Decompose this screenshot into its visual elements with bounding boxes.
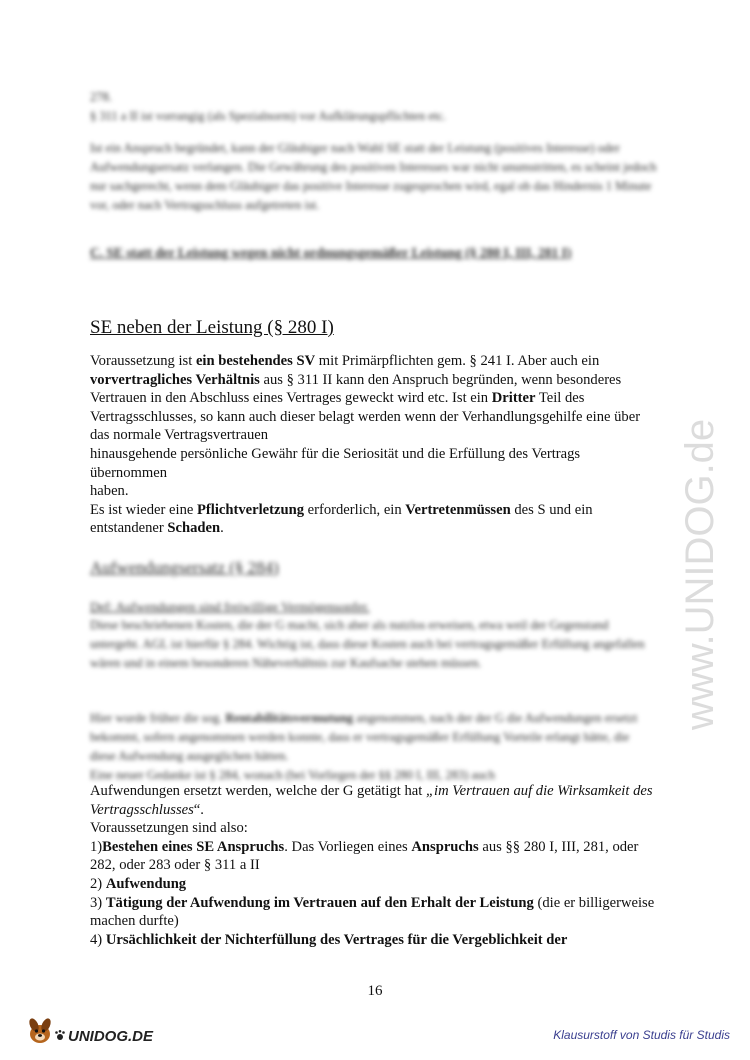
definition-heading: Def: Aufwendungen sind freiwillige Vermögensopfer. (90, 599, 370, 614)
requirement-item-4: 4) Ursächlichkeit der Nichterfüllung des Vertrages für die Vergeblichkeit der (90, 931, 568, 948)
logo-graphic (22, 1013, 162, 1049)
requirement-item-3: 3) Tätigung der Aufwendung im Vertrauen auf den Erhalt der Leistung (die er billigerweise machen durfte) (90, 894, 655, 930)
footer-tagline: Klausurstoff von Studis für Studis (553, 1028, 730, 1042)
section-heading-c: C. SE statt der Leistung wegen nicht ordnungsgemäßer Leistung (§ 280 I, III, 281 I) (90, 245, 572, 260)
dog-mascot-icon (27, 1017, 52, 1043)
watermark-graphic (655, 260, 745, 740)
intro-line: 278. (90, 90, 112, 104)
se-paragraph-1: Voraussetzung ist ein bestehendes SV mit Primärpflichten gem. § 241 I. Aber auch ein vorvertragliches Verhältnis aus § 311 II kann den Anspruch begründen, wenn besonderes Vertrauen in den Abschluss eines Vertrages geweckt wird etc. Ist ein Dritter Teil des Vertragsschlusses, so kann auch dieser belagt werden wenn der Verhandlungsgehilfe eine über das normale Vertragsvertrauen (90, 353, 641, 444)
aufwendungen-line: Aufwendungen ersetzt werden, welche der G getätigt hat „im Vertrauen auf die Wirksamkeit des Vertragsschlusses“. (90, 783, 653, 818)
definition-text: Diese beschriebenen Kosten, die der G macht, sich aber als nutzlos erweisen, etwa weil der Gegenstand untergeht. AGL ist hierfür § 284. Wichtig ist, dass diese Kosten auch bei vertragsgemäßer Erfüllung angefallen wären und in einem besonderen Näheverhältnis zur Kaufsache stehen müssen. (90, 618, 645, 670)
page-number: 16 (367, 983, 383, 999)
voraussetzungen-intro: Voraussetzungen sind also: (90, 820, 248, 837)
requirement-item-2: 2) Aufwendung (90, 875, 187, 892)
watermark-text: www.UNIDOG.de (678, 418, 722, 730)
neuer-gedanke-line: Eine neuer Gedanke ist § 284, wonach (bei Vorliegen der §§ 280 I, III, 283) auch (90, 768, 495, 782)
intro-paragraph: Ist ein Anspruch begründet, kann der Gläubiger nach Wahl SE statt der Leistung (positives Interesse) oder Aufwendungsersatz verlangen. Die Gewährung des positiven Interesses war nicht unumstritten, es scheint jedoch nur sachgerecht, wenn dem Gläubiger das positive Interesse zugesprochen wird, egal ob das Hindernis 1 Minute vor, oder nach Vertragsschluss aufgetreten ist. (90, 141, 657, 212)
logo-text: UNIDOG.DE (68, 1028, 154, 1045)
se-line: haben. (90, 483, 129, 500)
se-section-body (90, 352, 655, 538)
rentabilitaet-paragraph: Hier wurde früher die sog. Rentabilitätsvermutung angenommen, nach der der G die Aufwendungen ersetzt bekommt, sofern angenommen werden konnte, dass er vertragsgemäßer Erfüllung Vorteile erlangt hätte, die diese Aufwendung ausgeglichen hätten. (90, 711, 638, 763)
se-paragraph-2: Es ist wieder eine Pflichtverletzung erforderlich, ein Vertretenmüssen des S und ein entstandener Schaden. (90, 501, 593, 537)
unidog-logo (22, 1013, 162, 1049)
intro-line: § 311 a II ist vorrangig (als Spezialnorm) vor Aufklärungspflichten etc. (90, 109, 447, 123)
section-title-aufwendungsersatz: Aufwendungsersatz (§ 284) (90, 558, 279, 577)
aufw-definition-block (90, 597, 655, 673)
voraussetzungen-block (90, 782, 665, 949)
blurred-intro-block (90, 88, 660, 215)
watermark (655, 260, 745, 740)
aufw-rentabilitaet-block (90, 709, 655, 785)
paw-icon (55, 1030, 65, 1040)
requirement-item-1: 1)Bestehen eines SE Anspruchs. Das Vorliegen eines Anspruchs aus §§ 280 I, III, 281, oder 282, oder 283 oder § 311 a II (90, 838, 639, 874)
se-line: hinausgehende persönliche Gewähr für die Seriosität und die Erfüllung des Vertrags übernommen (90, 445, 581, 481)
section-title-se: SE neben der Leistung (§ 280 I) (90, 317, 334, 338)
